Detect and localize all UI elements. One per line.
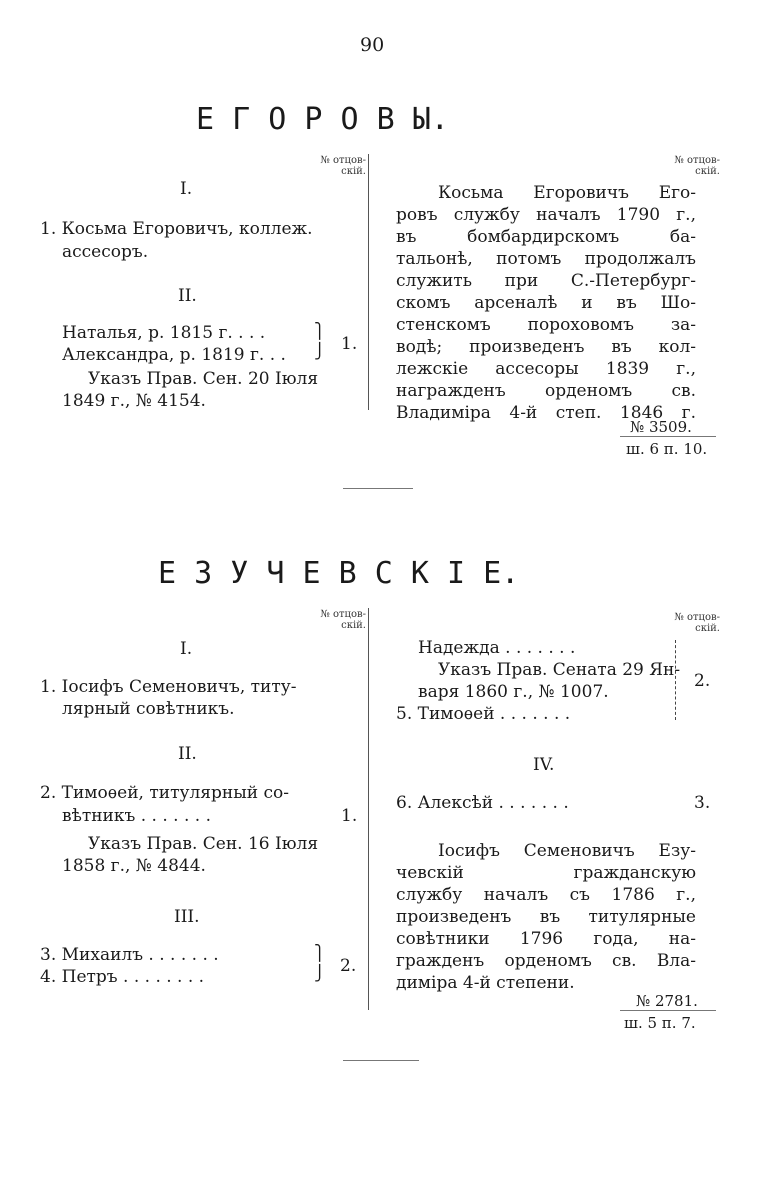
- section-title-ezuchevskie: Е З У Ч Е В С К І Е.: [158, 556, 520, 591]
- bio-line: Владиміра 4-й степ. 1846 г.: [396, 403, 696, 423]
- archive-ref-number: № 2781.: [636, 992, 698, 1010]
- entry-natalya: Наталья, р. 1815 г. . . .: [62, 323, 266, 343]
- entry-aleksandra: Александра, р. 1819 г. . .: [62, 345, 286, 365]
- generation-3: III.: [174, 907, 200, 927]
- generation-4: IV.: [533, 755, 555, 775]
- entry-timofei-5: 5. Тимоѳей . . . . . . .: [396, 704, 571, 724]
- generation-1: I.: [180, 639, 193, 659]
- archive-ref-location: ш. 6 п. 10.: [626, 440, 708, 458]
- generation-1: I.: [180, 179, 193, 199]
- column-header-left: № отцов- скій.: [320, 155, 366, 177]
- bio-line: скомъ арсеналѣ и въ Шо-: [396, 293, 696, 313]
- biography-ezuchevsky: [396, 840, 696, 994]
- bio-line: лежскіе ассесоры 1839 г.,: [396, 359, 696, 379]
- bio-line: Косьма Егоровичъ Его-: [438, 183, 696, 203]
- father-number: 2.: [694, 671, 711, 691]
- brace-top: ⎫: [314, 944, 326, 962]
- brace-top: ⎫: [314, 322, 326, 340]
- bio-line: диміра 4-й степени.: [396, 973, 575, 993]
- bio-line: водѣ; произведенъ въ кол-: [396, 337, 696, 357]
- ref-rule: [620, 1010, 716, 1011]
- archive-ref-number: № 3509.: [630, 418, 692, 436]
- entry-1-line-1: 1. Іосифъ Семеновичъ, титу-: [40, 677, 297, 697]
- entry-nadezhda: Надежда . . . . . . .: [418, 638, 576, 658]
- father-number: 3.: [694, 793, 711, 813]
- decree-line-2: 1849 г., № 4154.: [62, 391, 206, 411]
- decree-line-1: Указъ Прав. Сената 29 Ян-: [438, 660, 681, 680]
- entry-1-line-2: ассесоръ.: [62, 242, 149, 262]
- column-header-right: № отцов- скій.: [674, 155, 720, 177]
- brace-bottom: ⎭: [314, 342, 326, 360]
- entry-mikhail: 3. Михаилъ . . . . . . .: [40, 945, 219, 965]
- entry-2-line-2: вѣтникъ . . . . . . .: [62, 806, 211, 826]
- decree-line-1: Указъ Прав. Сен. 16 Іюля: [88, 834, 319, 854]
- section-separator: [343, 488, 413, 489]
- bio-line: службу началъ съ 1786 г.,: [396, 885, 696, 905]
- bio-line: стенскомъ пороховомъ за-: [396, 315, 696, 335]
- bio-line: Іосифъ Семеновичъ Езу-: [438, 841, 696, 861]
- father-number: 1.: [341, 806, 358, 826]
- bio-line: ровъ службу началъ 1790 г.,: [396, 205, 696, 225]
- entry-aleksei: 6. Алексѣй . . . . . . .: [396, 793, 569, 813]
- archive-ref-location: ш. 5 п. 7.: [624, 1014, 696, 1032]
- decree-line-2: 1858 г., № 4844.: [62, 856, 206, 876]
- section-title-egorovy: Е Г О Р О В Ы.: [196, 102, 449, 137]
- decree-line-2: варя 1860 г., № 1007.: [418, 682, 609, 702]
- bio-line: служить при С.-Петербург-: [396, 271, 696, 291]
- column-header-right: № отцов- скій.: [674, 612, 720, 634]
- entry-2-line-1: 2. Тимоѳей, титулярный со-: [40, 783, 289, 803]
- entry-1-line-1: 1. Косьма Егоровичъ, коллеж.: [40, 219, 313, 239]
- section-separator: [343, 1060, 419, 1061]
- bio-line: въ бомбардирскомъ ба-: [396, 227, 696, 247]
- father-number: 2.: [340, 956, 357, 976]
- column-divider: [368, 608, 369, 1010]
- bracket-line: [675, 640, 676, 720]
- generation-2: II.: [178, 286, 197, 306]
- entry-petr: 4. Петръ . . . . . . . .: [40, 967, 205, 987]
- bio-line: совѣтники 1796 года, на-: [396, 929, 696, 949]
- column-header-left: № отцов- скій.: [320, 609, 366, 631]
- bio-line: тальонѣ, потомъ продолжалъ: [396, 249, 696, 269]
- bio-line: награжденъ орденомъ св.: [396, 381, 696, 401]
- entry-1-line-2: лярный совѣтникъ.: [62, 699, 235, 719]
- generation-2: II.: [178, 744, 197, 764]
- biography-egorov: [396, 182, 696, 424]
- father-number: 1.: [341, 334, 358, 354]
- bio-line: чевскій гражданскую: [396, 863, 696, 883]
- bio-line: гражденъ орденомъ св. Вла-: [396, 951, 696, 971]
- decree-line-1: Указъ Прав. Сен. 20 Іюля: [88, 369, 319, 389]
- ref-rule: [620, 436, 716, 437]
- page-number: 90: [360, 34, 385, 56]
- bio-line: произведенъ въ титулярные: [396, 907, 696, 927]
- column-divider: [368, 154, 369, 410]
- brace-bottom: ⎭: [314, 964, 326, 982]
